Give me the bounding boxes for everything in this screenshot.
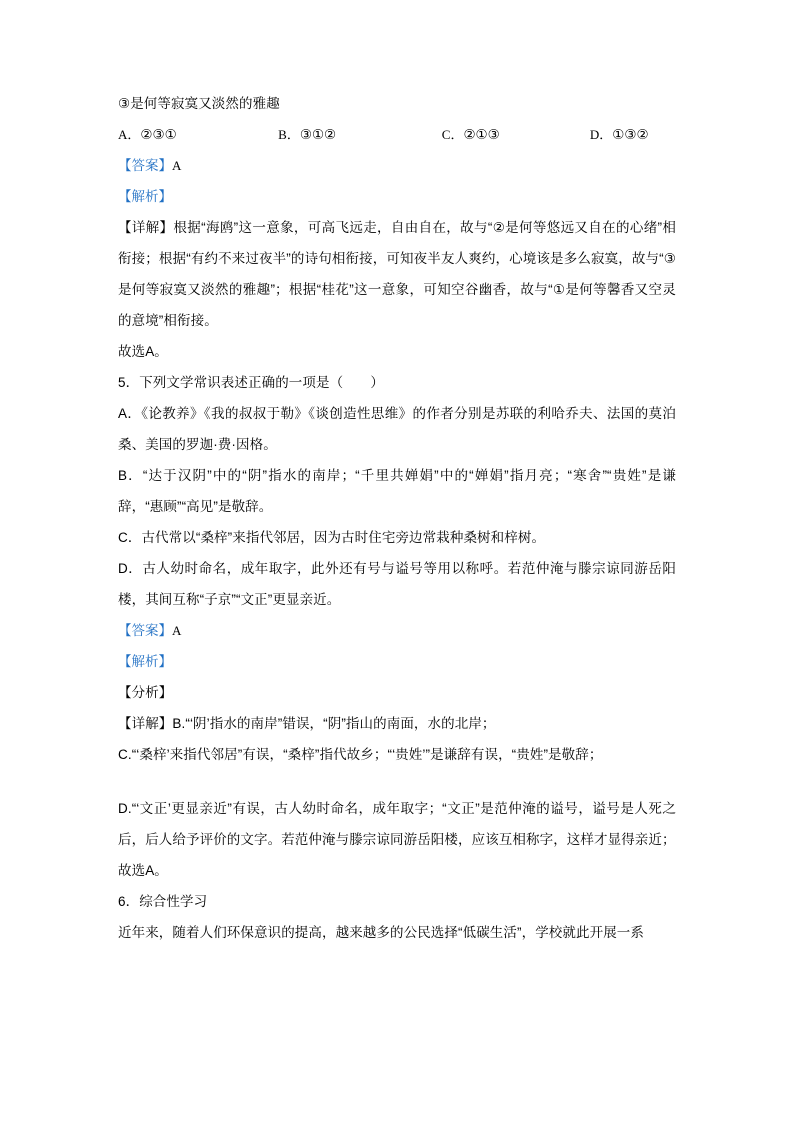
analysis-label-1: 【解析】 (118, 189, 172, 204)
option-b-value: ③①② (299, 127, 337, 142)
question5-stem: 5．下列文学常识表述正确的一项是（ ） (118, 375, 385, 390)
conclusion-2: 故选A。 (118, 863, 168, 878)
question5-option-c: C．古代常以“桑梓”来指代邻居，因为古时住宅旁边常栽种桑树和梓树。 (118, 530, 546, 545)
answer-block-2 (118, 615, 676, 646)
detail-paragraph-2d: D.“‘文正’更显亲近”有误，古人幼时命名，成年取字；“文正”是范仲淹的谥号，谥号是人死之后，后人给予评价的文字。若范仲淹与滕宗谅同游岳阳楼，应该互相称字，这样才显得亲近； (118, 801, 676, 847)
detail-paragraph-2: 【详解】B.“‘阴’指水的南岸”错误，“阴”指山的南面，水的北岸； (118, 716, 496, 731)
option-d (590, 119, 676, 150)
option-d-value: ①③② (612, 127, 649, 142)
answer-label-2: 【答案】 (118, 623, 172, 638)
question6-body: 近年来，随着人们环保意识的提高，越来越多的公民选择“低碳生活”，学校就此开展一系 (118, 925, 644, 940)
detail-paragraph-1: 【详解】根据“海鸥”这一意象，可高飞远走，自由自在，故与“②是何等悠远又自在的心绪”相衔接；根据“有约不来过夜半”的诗句相衔接，可知夜半友人爽约，心境该是多么寂寞，故与“③是何等寂寞又淡然的雅趣”；根据“桂花”这一意象，可知空谷幽香，故与“①是何等馨香又空灵的意境”相衔接。 (118, 220, 676, 328)
question5-option-a: A．《论教养》《我的叔叔于勒》《谈创造性思维》的作者分别是苏联的利哈乔夫、法国的莫泊桑、美国的罗迦·费·因格。 (118, 406, 676, 452)
analysis-sub-label: 【分析】 (118, 685, 173, 700)
analysis-label-2: 【解析】 (118, 654, 172, 669)
option-a-value: ②③① (140, 127, 177, 142)
option-d-tag: D． (589, 127, 613, 142)
detail-paragraph-2c: C.“‘桑梓’来指代邻居”有误，“桑梓”指代故乡；“‘贵姓’”是谦辞有误，“贵姓”是敬辞； (118, 747, 603, 762)
answer-value: A (172, 158, 182, 173)
question4-option3-line: ③是何等寂寞又淡然的雅趣 (118, 96, 280, 111)
answer-value-2: A (172, 623, 182, 638)
question4-options-row (118, 119, 676, 150)
option-c-value: ②①③ (463, 127, 500, 142)
question5-option-b: B．“达于汉阴”中的“阴”指水的南岸；“千里共婵娟”中的“婵娟”指月亮；“寒舍”“贵姓”是谦辞，“惠顾”“高见”是敬辞。 (118, 468, 676, 514)
conclusion-1: 故选A。 (118, 344, 168, 359)
paragraph-spacer (118, 770, 676, 793)
answer-block-1 (118, 150, 676, 181)
option-b-tag: B． (278, 127, 300, 142)
option-c (442, 119, 590, 150)
answer-label: 【答案】 (118, 158, 172, 173)
option-c-tag: C． (441, 127, 464, 142)
question6-stem: 6．综合性学习 (118, 894, 208, 909)
option-a-tag: A． (118, 127, 141, 142)
question5-option-d: D．古人幼时命名，成年取字，此外还有号与谥号等用以称呼。若范仲淹与滕宗谅同游岳阳楼，其间互称“子京”“文正”更显亲近。 (118, 561, 676, 607)
option-b (278, 119, 442, 150)
option-a (118, 119, 278, 150)
